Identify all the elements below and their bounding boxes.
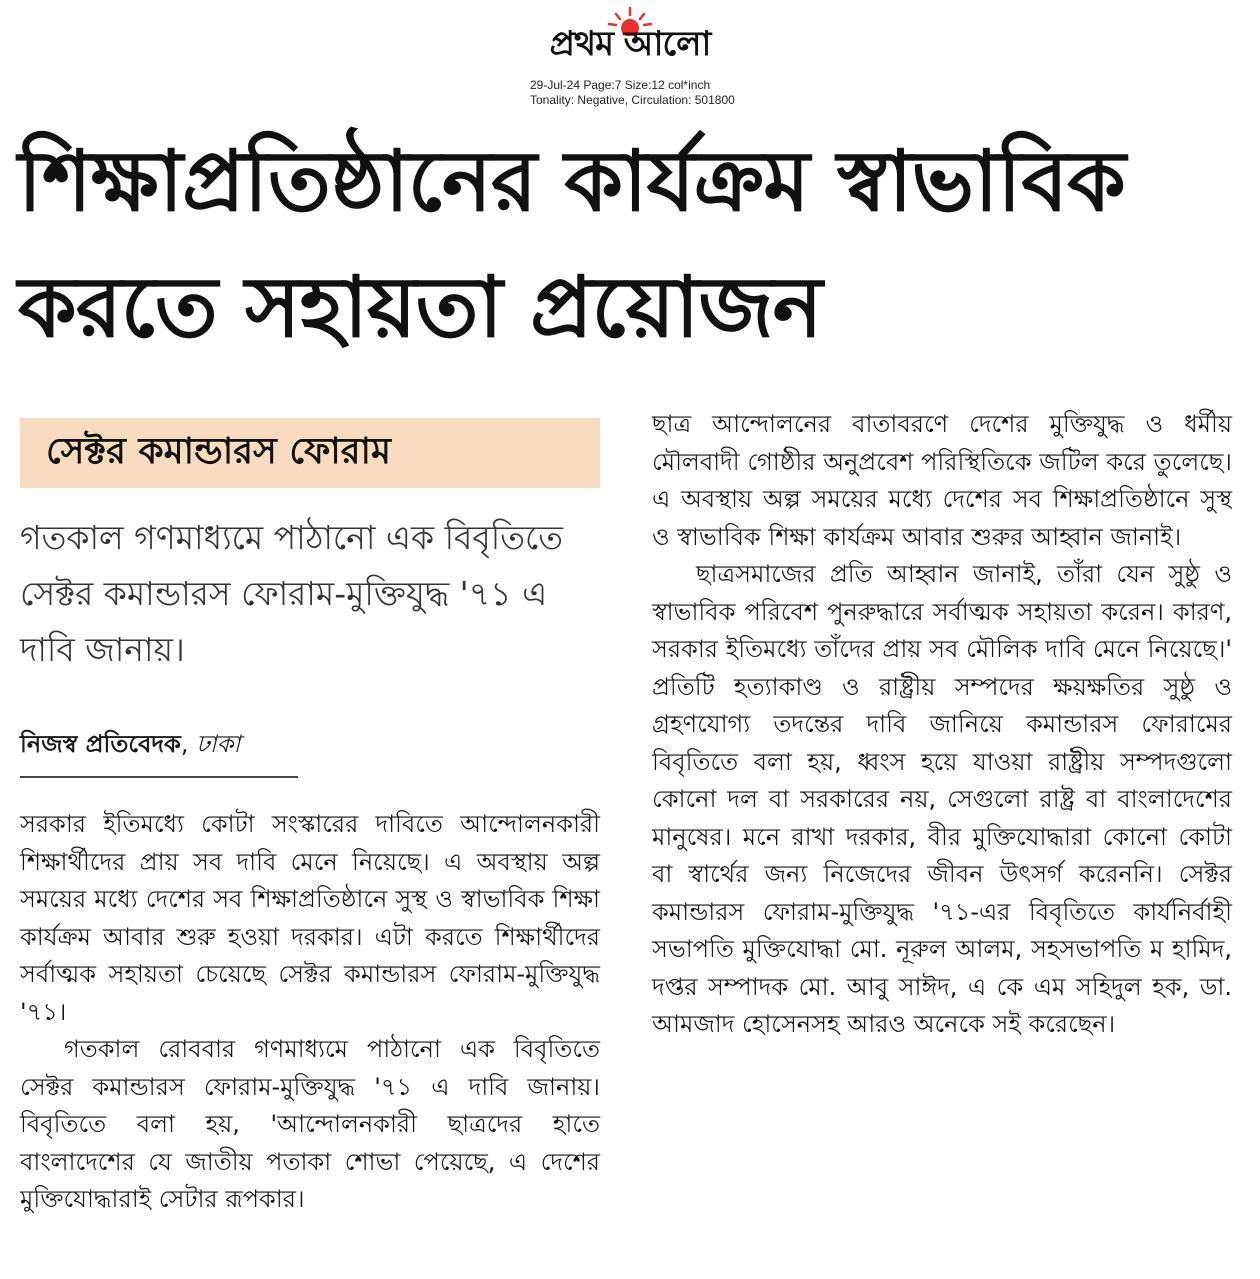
body-paragraph: ছাত্র আন্দোলনের বাতাবরণে দেশের মুক্তিযুদ্ধ ও ধর্মীয় মৌলবাদী গোষ্ঠীর অনুপ্রবেশ পরিস্থিতিকে জটিল করে তুলেছে। এ অবস্থায় অল্প সময়ের মধ্যে দেশের সব শিক্ষাপ্রতিষ্ঠানে সুস্থ ও স্বাভাবিক শিক্ষা কার্যক্রম আবার শুরুর আহ্বান জানাই। — [652, 410, 1232, 551]
kicker-box — [20, 418, 600, 488]
byline-location: ঢাকা — [196, 730, 241, 758]
article-body-right-column — [652, 406, 1232, 1044]
clipping-meta — [530, 78, 790, 108]
article-headline — [18, 118, 1242, 370]
kicker-text: সেক্টর কমান্ডারস ফোরাম — [46, 431, 391, 472]
masthead — [0, 0, 1260, 112]
meta-line-date: 29-Jul-24 Page:7 Size:12 col*inch — [530, 78, 711, 92]
byline: নিজস্ব প্রতিবেদক, ঢাকা — [20, 730, 241, 758]
newspaper-logo — [494, 6, 766, 70]
headline-line-2: করতে সহায়তা প্রয়োজন — [18, 258, 822, 356]
article-intro: গতকাল গণমাধ্যমে পাঠানো এক বিবৃতিতে সেক্টর কমান্ডারস ফোরাম-মুক্তিযুদ্ধ '৭১ এ দাবি জানায়। — [20, 518, 564, 669]
body-paragraph: ছাত্রসমাজের প্রতি আহ্বান জানাই, তাঁরা যেন সুষ্ঠু ও স্বাভাবিক পরিবেশ পুনরুদ্ধারে সর্বাত্মক সহায়তা করেন। কারণ, সরকার ইতিমধ্যে তাঁদের প্রায় সব মৌলিক দাবি মেনে নিয়েছে।' প্রতিটি হত্যাকাণ্ড ও রাষ্ট্রীয় সম্পদের ক্ষয়ক্ষতির সুষ্ঠু ও গ্রহণযোগ্য তদন্তের দাবি জানিয়ে কমান্ডারস ফোরামের বিবৃতিতে বলা হয়, ধ্বংস হয়ে যাওয়া রাষ্ট্রীয় সম্পদগুলো কোনো দল বা সরকারের নয়, সেগুলো রাষ্ট্র বা বাংলাদেশের মানুষের। মনে রাখা দরকার, বীর মুক্তিযোদ্ধারা কোনো কোটা বা স্বার্থের জন্য নিজেদের জীবন উৎসর্গ করেননি। সেক্টর কমান্ডারস ফোরাম-মুক্তিযুদ্ধ '৭১-এর বিবৃতিতে কার্যনির্বাহী সভাপতি মুক্তিযোদ্ধা মো. নূরুল আলম, সহসভাপতি ম হামিদ, দপ্তর সম্পাদক মো. আবু সাঈদ, এ কে এম সহিদুল হক, ডা. আমজাদ হোসেনসহ আরও অনেকে সই করেছেন। — [652, 560, 1232, 1038]
logo-text: প্রথম আলো — [549, 24, 711, 64]
article-body-left-column — [20, 806, 600, 1219]
byline-divider — [20, 776, 298, 778]
body-paragraph: গতকাল রোববার গণমাধ্যমে পাঠানো এক বিবৃতিতে সেক্টর কমান্ডারস ফোরাম-মুক্তিযুদ্ধ '৭১ এ দাবি জানায়। বিবৃতিতে বলা হয়, 'আন্দোলনকারী ছাত্রদের হাতে বাংলাদেশের যে জাতীয় পতাকা শোভা পেয়েছে, এ দেশের মুক্তিযোদ্ধারাই সেটার রূপকার। — [20, 1035, 600, 1213]
byline-author: নিজস্ব প্রতিবেদক — [20, 730, 181, 758]
headline-line-1: শিক্ষাপ্রতিষ্ঠানের কার্যক্রম স্বাভাবিক — [18, 132, 1125, 230]
body-paragraph: সরকার ইতিমধ্যে কোটা সংস্কারের দাবিতে আন্দোলনকারী শিক্ষার্থীদের প্রায় সব দাবি মেনে নিয়েছে। এ অবস্থায় অল্প সময়ের মধ্যে দেশের সব শিক্ষাপ্রতিষ্ঠানে সুস্থ ও স্বাভাবিক শিক্ষা কার্যক্রম আবার শুরু হওয়া দরকার। এটা করতে শিক্ষার্থীদের সর্বাত্মক সহায়তা চেয়েছে সেক্টর কমান্ডারস ফোরাম-মুক্তিযুদ্ধ '৭১। — [20, 810, 600, 1026]
meta-line-tonality: Tonality: Negative, Circulation: 501800 — [530, 93, 735, 107]
